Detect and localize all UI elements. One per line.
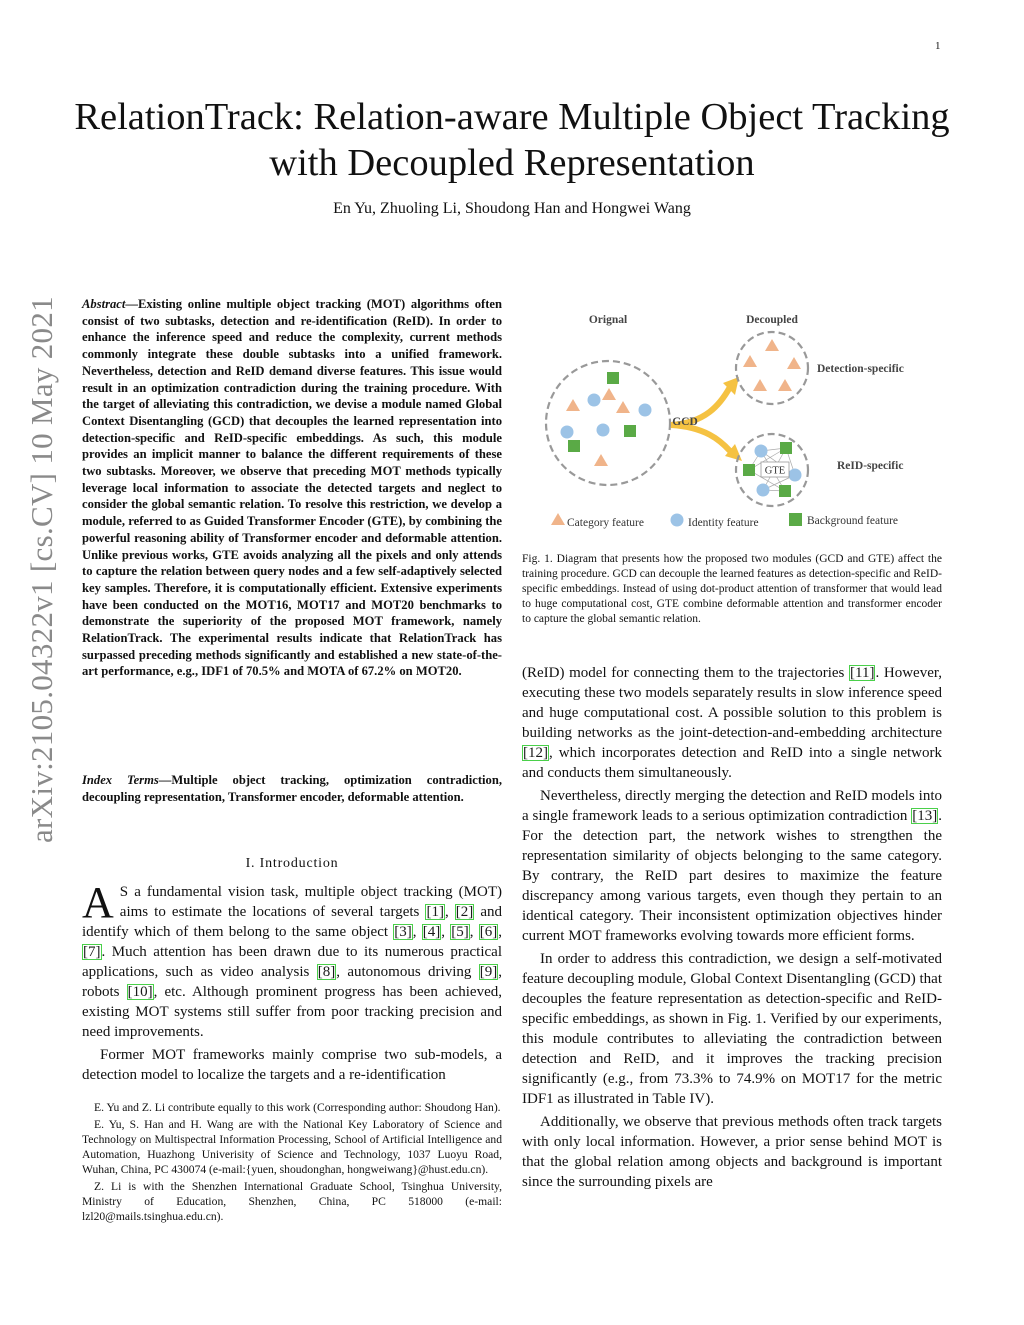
- citation-link[interactable]: [5]: [451, 924, 469, 940]
- body-text: (ReID) model for connecting them to the trajectories: [522, 665, 850, 681]
- figure-1-diagram: [535, 305, 935, 535]
- identity-feature-icon: [561, 426, 574, 439]
- citation-link[interactable]: [2]: [455, 904, 474, 920]
- identity-feature-icon: [597, 424, 610, 437]
- legend-background: Background feature: [807, 515, 899, 527]
- original-features: [561, 372, 652, 466]
- label-detection-specific: Detection-specific: [817, 363, 904, 375]
- index-terms-text: Multiple object tracking, optimization contradiction, decoupling representation, Transformer encoder, deformable attention.: [82, 773, 502, 804]
- body-text: . For the detection part, the network wishes to strengthen the representation similarity of objects belonging to the same category. By contrary, the ReID part desires to maximize the feature discrepancy among various targets, even though they pertain to an identical category. Their inconsistent optimization objectives hinder current MOT frameworks evolving towards more efficient forms.: [522, 808, 942, 944]
- category-legend-icon: [551, 513, 565, 525]
- identity-feature-icon: [757, 484, 770, 497]
- identity-legend-icon: [671, 514, 684, 527]
- label-gte: GTE: [764, 465, 786, 477]
- background-legend-icon: [789, 513, 802, 526]
- intro-text: , autonomous driving: [336, 964, 479, 980]
- category-feature-icon: [602, 388, 616, 400]
- label-gcd: GCD: [672, 416, 698, 428]
- citation-link[interactable]: [8]: [317, 964, 336, 980]
- citation-link[interactable]: [12]: [523, 745, 548, 761]
- paper-title: RelationTrack: Relation-aware Multiple Object Tracking with Decoupled Representation: [74, 96, 950, 184]
- label-original: Orignal: [588, 314, 628, 326]
- body-text: Nevertheless, directly merging the detection and ReID models into a single framework leads to a serious optimization contradiction: [522, 788, 942, 824]
- footnote-2: E. Yu, S. Han and H. Wang are with the National Key Laboratory of Science and Technology on Multispectral Information Processing, School of Artificial Intelligence and Automation, Huazhong Univerisity of Science and Technology, 1037 Luoyu Road, Wuhan, China, PC 430074 (e-mail:{yuen, shoudonghan, hongweiwang}@hust.edu.cn).: [82, 1118, 502, 1176]
- gcd-arrow-down: [671, 425, 730, 451]
- legend-category: Category feature: [567, 517, 644, 529]
- index-terms-label: Index Terms: [82, 773, 159, 787]
- citation-link[interactable]: [6]: [479, 924, 498, 940]
- drop-cap: A: [82, 878, 114, 927]
- intro-text: , etc. Although prominent progress has been achieved, existing MOT systems still suffer from poor tracking precision and need improvements.: [82, 984, 502, 1040]
- figure-caption: Fig. 1. Diagram that presents how the proposed two modules (GCD and GTE) affect the training procedure. GCD can decouple the learned features as detection-specific and ReID-specific embeddings. Instead of using dot-product attention of transformer that would lead to huge computational cost, GTE combine deformable attention and transformer encoder to capture the global semantic relation.: [522, 553, 942, 625]
- category-feature-icon: [753, 379, 767, 391]
- citation-link[interactable]: [7]: [83, 944, 101, 960]
- body-text: , which incorporates detection and ReID into a single network and conducts them simultaneously.: [522, 745, 942, 781]
- citation-link[interactable]: [10]: [127, 984, 153, 1000]
- author-list: En Yu, Zhuoling Li, Shoudong Han and Hongwei Wang: [333, 200, 691, 217]
- intro-paragraph-2: Former MOT frameworks mainly comprise two sub-models, a detection model to localize the targets and a re-identification: [82, 1047, 502, 1083]
- citation-link[interactable]: [9]: [479, 964, 498, 980]
- footnote-1: E. Yu and Z. Li contribute equally to this work (Corresponding author: Shoudong Han).: [94, 1101, 501, 1114]
- paragraph: [522, 663, 942, 783]
- abstract-label: Abstract: [82, 297, 126, 311]
- footnotes: [82, 1100, 502, 1226]
- background-feature-icon: [624, 425, 636, 437]
- category-feature-icon: [594, 454, 608, 466]
- category-feature-icon: [778, 379, 792, 391]
- category-feature-icon: [616, 401, 630, 413]
- category-feature-icon: [765, 339, 779, 351]
- page-number: 1: [935, 40, 941, 52]
- citation-link[interactable]: [4]: [422, 924, 441, 940]
- citation-link[interactable]: [11]: [850, 665, 875, 681]
- intro-paragraph-1: A S a fundamental vision task, multiple object tracking (MOT) aims to estimate the locations of several targets [1], [2] and identify which of them belong to the same object [3], [4], [5], [6], [7]. Much attention has been drawn due to its numerous practical applications, such as video analysis [8], autonomous driving [9], robots [10], etc. Although prominent progress has been achieved, existing MOT systems still suffer from poor tracking precision and need improvements.: [82, 878, 503, 1040]
- category-feature-icon: [566, 399, 580, 411]
- category-feature-icon: [787, 357, 801, 369]
- abstract: Abstract—Existing online multiple object tracking (MOT) algorithms often consist of two subtasks, detection and re-identification (ReID). In order to enhance the inference speed and reduce the complexity, current methods commonly integrate these double subtasks into a unified framework. Nevertheless, detection and ReID demand diverse features. This issue would result in an optimization contradiction during the training procedure. With the target of alleviating this contradiction, we devise a module named Global Context Disentangling (GCD) that decouples the learned representation into detection-specific and ReID-specific embeddings. As such, this module provides an implicit manner to balance the different requirements of these two subtasks. Moreover, we observe that preceding MOT methods typically leverage local information to associate the detected targets and neglect to consider the global semantic relation. To resolve this restriction, we develop a module, referred to as Guided Transformer Encoder (GTE), by combining the powerful reasoning ability of Transformer encoder and deformable attention. Unlike previous works, GTE avoids analyzing all the pixels and only attends to capture the relation between query nodes and a few self-adaptively selected key samples. Therefore, it is computationally efficient. Extensive experiments have been conducted on the MOT16, MOT17 and MOT20 benchmarks to demonstrate the superiority of the proposed MOT framework, namely RelationTrack. The experimental results indicate that RelationTrack has surpassed preceding methods significantly and established a new state-of-the-art performance, e.g., IDF1 of 70.5% and MOTA of 67.2% on MOT20.: [82, 297, 502, 679]
- background-feature-icon: [568, 440, 580, 452]
- identity-feature-icon: [588, 394, 601, 407]
- paragraph: Additionally, we observe that previous methods often track targets with only local information. However, a prior sense behind MOT is that the global relation among objects and background is important since the surrounding pixels are: [522, 1114, 942, 1190]
- index-terms: Index Terms—Multiple object tracking, optimization contradiction, decoupling representation, Transformer encoder, deformable attention.: [82, 773, 502, 804]
- background-feature-icon: [607, 372, 619, 384]
- paragraph: In order to address this contradiction, we design a self-motivated feature decoupling module, Global Context Disentangling (GCD) that decouples the feature representation as detection-specific and ReID-specific embeddings, as shown in Fig. 1. Verified by our experiments, this module contributes to alleviating the contradiction between detection and ReID, and it improves the tracking precision significantly (e.g., from 73.3% to 74.9% on MOT17 for the metric IDF1 as illustrated in Table IV).: [522, 951, 942, 1107]
- legend-identity: Identity feature: [688, 517, 759, 529]
- label-reid-specific: ReID-specific: [837, 460, 904, 472]
- identity-feature-icon: [755, 445, 768, 458]
- section-heading: I. Introduction: [245, 856, 339, 871]
- footnote-3: Z. Li is with the Shenzhen International Graduate School, Tsinghua University, Ministry of Education, Shenzhen, China, PC 518000 (e-mail: lzl20@mails.tsinghua.edu.cn).: [82, 1180, 502, 1223]
- intro-text: , robots: [82, 964, 502, 1000]
- right-column-body: [522, 663, 942, 1195]
- intro-text: . Much attention has been drawn due to its numerous practical applications, such as video analysis: [82, 944, 502, 980]
- paragraph: [522, 786, 942, 946]
- arxiv-identifier[interactable]: arXiv:2105.04322v1 [cs.CV] 10 May 2021: [24, 296, 59, 843]
- intro-text: and identify which of them belong to the same object: [82, 904, 503, 940]
- background-feature-icon: [780, 442, 792, 454]
- body-text: . However, executing these two models separately results in slow inference speed and huge computational cost. A possible solution to this problem is building networks as the joint-detection-and-embedding architecture: [522, 665, 943, 741]
- label-decoupled: Decoupled: [746, 314, 798, 326]
- identity-feature-icon: [789, 469, 802, 482]
- citation-link[interactable]: [13]: [912, 808, 938, 824]
- background-feature-icon: [743, 464, 755, 476]
- figure-legend: [551, 513, 898, 529]
- identity-feature-icon: [639, 404, 652, 417]
- citation-link[interactable]: [3]: [394, 924, 412, 940]
- abstract-text: Existing online multiple object tracking (MOT) algorithms often consist of two subtasks, detection and re-identification (ReID). In order to enhance the inference speed and reduce the complexity, current methods commonly integrate these double subtasks into a unified framework. Nevertheless, detection and ReID demand diverse features. This issue would result in an optimization contradiction during the training procedure. With the target of alleviating this contradiction, we devise a module named Global Context Disentangling (GCD) that decouples the learned representation into detection-specific and ReID-specific embeddings. As such, this module provides an implicit manner to balance the different requirements of these two subtasks. Moreover, we observe that preceding MOT methods typically leverage local information to associate the detected targets and neglect to consider the global semantic relation. To resolve this restriction, we develop a module, referred to as Guided Transformer Encoder (GTE), by combining the powerful reasoning ability of Transformer encoder and deformable attention. Unlike previous works, GTE avoids analyzing all the pixels and only attends to capture the relation between query nodes and a few self-adaptively selected key samples. Therefore, it is computationally efficient. Extensive experiments have been conducted on the MOT16, MOT17 and MOT20 benchmarks to demonstrate the superiority of the proposed MOT framework, namely RelationTrack. The experimental results indicate that RelationTrack has surpassed preceding methods significantly and established a new state-of-the-art performance, e.g., IDF1 of 70.5% and MOTA of 67.2% on MOT20.: [82, 297, 502, 679]
- category-feature-icon: [743, 355, 757, 367]
- background-feature-icon: [779, 485, 791, 497]
- citation-link[interactable]: [1]: [426, 904, 444, 920]
- intro-text: S a fundamental vision task, multiple object tracking (MOT) aims to estimate the locations of several targets: [119, 884, 502, 920]
